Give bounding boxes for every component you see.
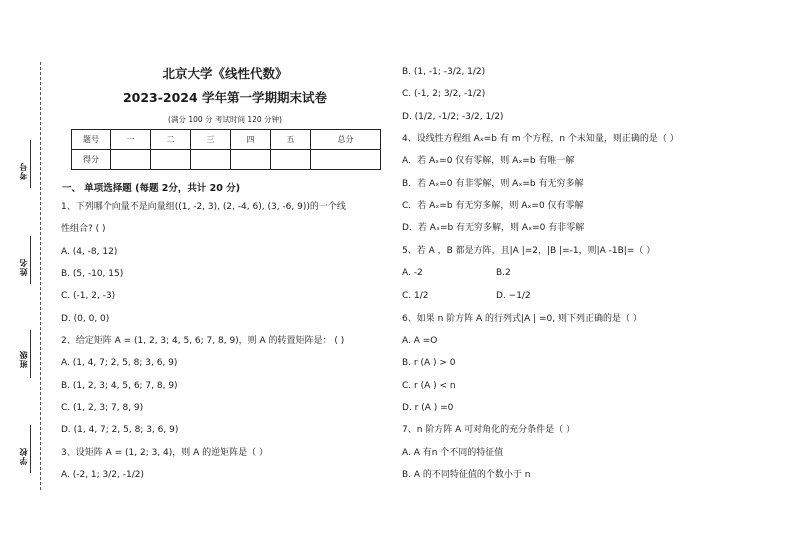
question-text: 6、如果 n 阶方阵 A 的行列式|A | =0, 则下列正确的是（ ） bbox=[402, 314, 642, 324]
binding-label-exam-no: 考号 bbox=[19, 162, 28, 180]
exam-title: 北京大学《线性代数》 bbox=[162, 66, 288, 81]
score-cell[interactable] bbox=[311, 150, 381, 170]
binding-label-name: 姓名 bbox=[19, 258, 28, 276]
binding-label-school: 学校 bbox=[19, 447, 28, 465]
option-line: D. −1/2 bbox=[496, 291, 531, 301]
score-cell[interactable] bbox=[111, 150, 151, 170]
option-line: D. (0, 0, 0) bbox=[61, 314, 110, 324]
question-text: 3、设矩阵 A = (1, 2; 3, 4)，则 A 的逆矩阵是（ ） bbox=[61, 448, 269, 458]
option-line: A. A =O bbox=[402, 336, 438, 346]
option-line: C. (-1, 2; 3/2, -1/2) bbox=[402, 89, 486, 99]
score-table-header: 题号 bbox=[72, 130, 111, 150]
score-cell[interactable] bbox=[151, 150, 191, 170]
exam-term: 2023-2024 学年第一学期期末试卷 bbox=[122, 90, 328, 105]
score-table bbox=[71, 129, 381, 170]
question-text: 5、若 A ，B 都是方阵，且|A |=2，|B |=-1，则|A -1B|=（ ） bbox=[402, 246, 656, 256]
option-line: D. (1/2, -1/2; -3/2, 1/2) bbox=[402, 112, 504, 122]
option-line: A. (1, 4, 7; 2, 5, 8; 3, 6, 9) bbox=[61, 358, 178, 368]
section-heading: 一、 单项选择题 (每题 2分，共计 20 分) bbox=[62, 183, 241, 194]
score-table-header: 二 bbox=[151, 130, 191, 150]
score-table-header: 一 bbox=[111, 130, 151, 150]
option-line: B．若 Aₓ=0 有非零解，则 Aₓ=b 有无穷多解 bbox=[402, 179, 584, 189]
option-line: C．若 Aₓ=b 有无穷多解，则 Aₓ=0 仅有零解 bbox=[402, 201, 584, 211]
option-line: D. (1, 4, 7; 2, 5, 8; 3, 6, 9) bbox=[61, 425, 179, 435]
option-line: A．若 Aₓ=0 仅有零解，则 Aₓ=b 有唯一解 bbox=[402, 156, 575, 166]
question-text: 7、n 阶方阵 A 可对角化的充分条件是（ ） bbox=[402, 425, 576, 435]
score-cell[interactable] bbox=[191, 150, 231, 170]
option-line: B. r (A ) > 0 bbox=[402, 358, 456, 368]
option-line: C. r (A ) < n bbox=[402, 381, 456, 391]
score-cell[interactable] bbox=[271, 150, 311, 170]
binding-fill-line bbox=[30, 330, 31, 378]
score-table-header-row bbox=[72, 130, 381, 150]
option-line: B. (1, -1; -3/2, 1/2) bbox=[402, 67, 486, 77]
binding-label-class: 班级 bbox=[19, 350, 28, 368]
option-line: B. A 的不同特征值的个数小于 n bbox=[402, 470, 531, 480]
binding-fill-line bbox=[30, 425, 31, 473]
score-table-header: 三 bbox=[191, 130, 231, 150]
binding-fill-line bbox=[30, 236, 31, 284]
option-line: B. (5, -10, 15) bbox=[61, 269, 124, 279]
score-table-header: 四 bbox=[231, 130, 271, 150]
option-line: A. (4, -8, 12) bbox=[61, 247, 118, 257]
option-line: C. (1, 2, 3; 7, 8, 9) bbox=[61, 403, 144, 413]
question-text: 性组合? ( ) bbox=[61, 224, 106, 234]
option-line: A. A 有n 个不同的特征值 bbox=[402, 448, 504, 458]
binding-fill-line bbox=[30, 140, 31, 188]
question-text: 4、设线性方程组 Aₓ=b 有 m 个方程，n 个未知量，则正确的是（ ） bbox=[402, 134, 679, 144]
option-line: A. -2 bbox=[402, 268, 423, 278]
score-table-header: 总分 bbox=[311, 130, 381, 150]
binding-dashed-line bbox=[40, 62, 41, 490]
option-line: B. (1, 2, 3; 4, 5, 6; 7, 8, 9) bbox=[61, 381, 178, 391]
option-line: C. 1/2 bbox=[402, 291, 429, 301]
option-line: B.2 bbox=[496, 268, 511, 278]
option-line: D. r (A ) =0 bbox=[402, 403, 454, 413]
score-table-header: 五 bbox=[271, 130, 311, 150]
option-line: A. (-2, 1; 3/2, -1/2) bbox=[61, 470, 144, 480]
question-text: 2、给定矩阵 A = (1, 2, 3; 4, 5, 6; 7, 8, 9)，则 A 的转置矩阵是： ( ) bbox=[61, 336, 345, 346]
score-cell[interactable] bbox=[231, 150, 271, 170]
option-line: C. (-1, 2, -3) bbox=[61, 291, 116, 301]
option-line: D．若 Aₓ=b 有无穷多解，则 Aₓ=0 有非零解 bbox=[402, 223, 585, 233]
exam-subtitle: (满分 100 分 考试时间 120 分钟) bbox=[168, 115, 282, 124]
score-table-score-row bbox=[72, 150, 381, 170]
score-row-label: 得分 bbox=[72, 150, 111, 170]
question-text: 1、下列哪个向量不是向量组((1, -2, 3), (2, -4, 6), (3, -6, 9))的一个线 bbox=[61, 202, 346, 212]
